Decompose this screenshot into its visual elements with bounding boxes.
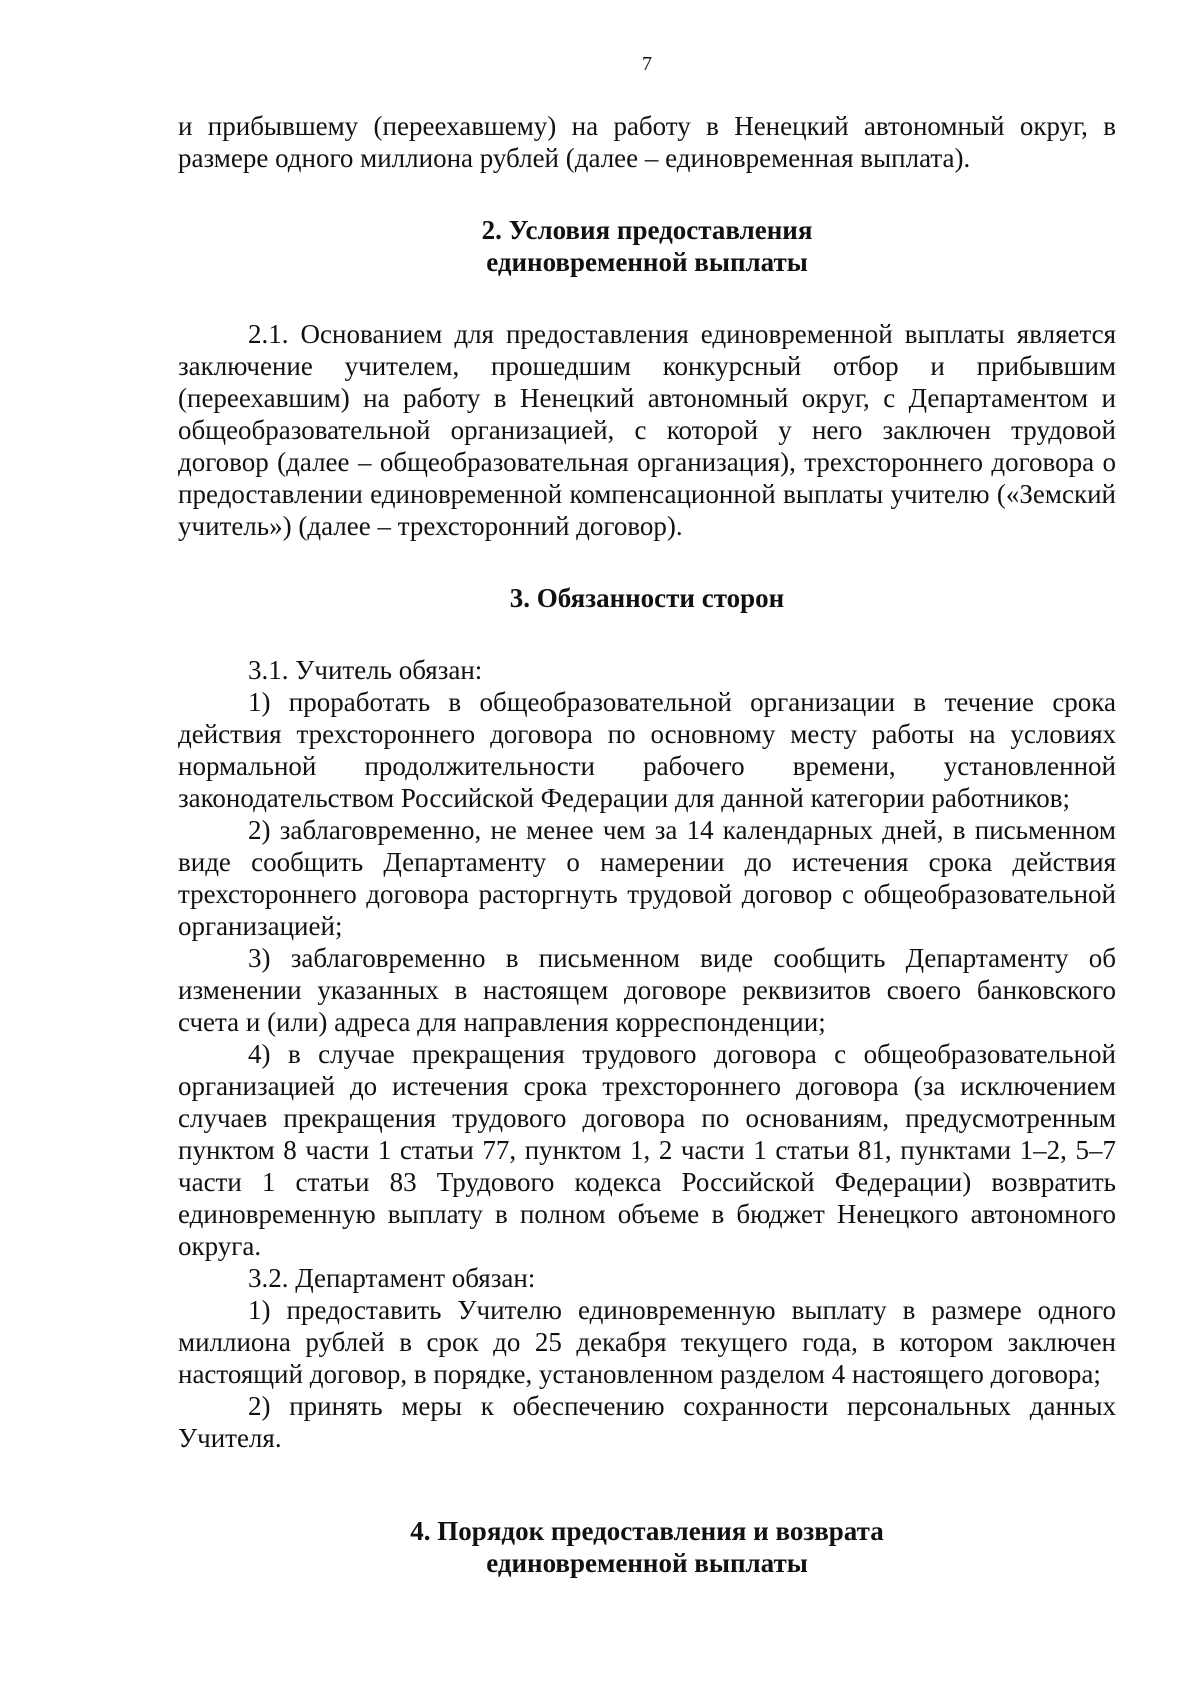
- section-3-item-2: 2) заблаговременно, не менее чем за 14 календарных дней, в письменном виде сообщить Департаменту о намерении до истечения срока действия трехстороннего договора расторгнуть трудовой договор с общеобразовательной организацией;: [178, 815, 1116, 941]
- section-2-heading-line-2: единовременной выплаты: [486, 247, 808, 277]
- section-4-heading-line-1: 4. Порядок предоставления и возврата: [410, 1516, 884, 1546]
- section-3-heading: 3. Обязанности сторон: [509, 583, 785, 613]
- section-4-heading: [178, 1515, 1116, 1579]
- section-3-paragraph-3-1: 3.1. Учитель обязан:: [248, 655, 483, 685]
- section-2-paragraph-2-1: 2.1. Основанием для предоставления единовременной выплаты является заключение учителем, прошедшим конкурсный отбор и прибывшим (переехавшим) на работу в Ненецкий автономный округ, с Департаментом и общеобразовательной организацией, с которой у него заключен трудовой договор (далее – общеобразовательная организация), трехстороннего договора о предоставлении единовременной компенсационной выплаты учителю («Земский учитель») (далее – трехсторонний договор).: [178, 319, 1116, 541]
- section-3-paragraph-3-2: 3.2. Департамент обязан:: [248, 1263, 536, 1293]
- section-3-item-1: 1) проработать в общеобразовательной организации в течение срока действия трехстороннего договора по основному месту работы на условиях нормальной продолжительности рабочего времени, установленной законодательством Российской Федерации для данной категории работников;: [178, 687, 1116, 813]
- page-number: 7: [642, 53, 652, 75]
- intro-paragraph: и прибывшему (переехавшему) на работу в Ненецкий автономный округ, в размере одного миллиона рублей (далее – единовременная выплата).: [178, 111, 1116, 173]
- document-page: [178, 0, 1116, 1698]
- section-3-item-4: 4) в случае прекращения трудового договора с общеобразовательной организацией до истечения срока трехстороннего договора (за исключением случаев прекращения трудового договора по основаниям, предусмотренным пунктом 8 части 1 статьи 77, пунктом 1, 2 части 1 статьи 81, пунктами 1–2, 5–7 части 1 статьи 83 Трудового кодекса Российской Федерации) возвратить единовременную выплату в полном объеме в бюджет Ненецкого автономного округа.: [178, 1039, 1116, 1261]
- document-body: [178, 110, 1116, 1579]
- section-3-item-3: 3) заблаговременно в письменном виде сообщить Департаменту об изменении указанных в настоящем договоре реквизитов своего банковского счета и (или) адреса для направления корреспонденции;: [178, 943, 1116, 1037]
- section-4-heading-line-2: единовременной выплаты: [486, 1548, 808, 1578]
- section-2-heading-line-1: 2. Условия предоставления: [481, 215, 813, 245]
- section-3-dept-item-2: 2) принять меры к обеспечению сохранности персональных данных Учителя.: [178, 1391, 1116, 1453]
- section-3-dept-item-1: 1) предоставить Учителю единовременную выплату в размере одного миллиона рублей в срок до 25 декабря текущего года, в котором заключен настоящий договор, в порядке, установленном разделом 4 настоящего договора;: [178, 1295, 1116, 1389]
- section-2-heading: [178, 214, 1116, 278]
